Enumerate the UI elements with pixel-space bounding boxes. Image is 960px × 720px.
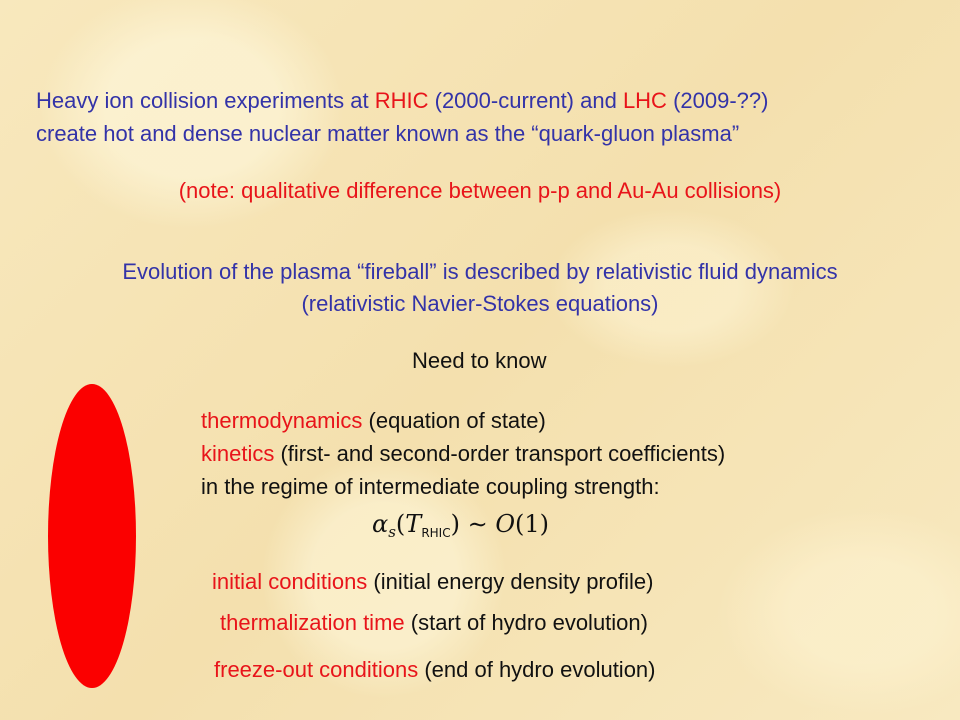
thermalization-time-desc: (start of hydro evolution) bbox=[404, 610, 648, 635]
intro-text-start: Heavy ion collision experiments at bbox=[36, 88, 375, 113]
thermalization-time-line bbox=[220, 610, 648, 636]
note-line: (note: qualitative difference between p-p and Au-Au collisions) bbox=[178, 178, 782, 203]
initial-conditions-term: initial conditions bbox=[212, 569, 368, 594]
formula-close-paren: ) bbox=[450, 510, 460, 538]
intro-line-2: create hot and dense nuclear matter known as the “quark-gluon plasma” bbox=[36, 121, 740, 146]
kinetics-line bbox=[201, 441, 725, 467]
formula-alpha-subscript: s bbox=[388, 523, 396, 541]
evolution-line-1: Evolution of the plasma “fireball” is described by relativistic fluid dynamics bbox=[122, 259, 838, 284]
formula-one: (1) bbox=[515, 510, 550, 538]
thermalization-time-term: thermalization time bbox=[220, 610, 405, 635]
intro-text-end: (2009-??) bbox=[666, 88, 769, 113]
formula-temperature: T bbox=[405, 510, 422, 538]
kinetics-term: kinetics bbox=[201, 441, 275, 466]
formula-alpha: α bbox=[372, 510, 389, 538]
formula-sim: ∼ bbox=[467, 510, 488, 538]
initial-conditions-desc: (initial energy density profile) bbox=[367, 569, 654, 594]
formula-rhic-subscript: RHIC bbox=[421, 526, 451, 540]
evolution-line-2: (relativistic Navier-Stokes equations) bbox=[301, 291, 659, 316]
thermodynamics-line bbox=[201, 408, 546, 434]
formula-big-o: O bbox=[495, 510, 516, 538]
thermodynamics-desc: (equation of state) bbox=[362, 408, 546, 433]
kinetics-desc: (first- and second-order transport coefficients) bbox=[274, 441, 726, 466]
freeze-out-desc: (end of hydro evolution) bbox=[418, 657, 656, 682]
red-ellipse-shape bbox=[48, 384, 136, 688]
need-to-know-heading: Need to know bbox=[412, 348, 547, 373]
regime-line: in the regime of intermediate coupling strength: bbox=[201, 474, 660, 499]
coupling-formula bbox=[372, 510, 549, 541]
formula-open-paren: ( bbox=[395, 510, 406, 538]
freeze-out-line bbox=[214, 657, 656, 683]
initial-conditions-line bbox=[212, 569, 653, 595]
rhic-label: RHIC bbox=[374, 88, 429, 113]
freeze-out-term: freeze-out conditions bbox=[214, 657, 419, 682]
lhc-label: LHC bbox=[622, 88, 667, 113]
thermodynamics-term: thermodynamics bbox=[201, 408, 363, 433]
intro-text-mid: (2000-current) and bbox=[428, 88, 623, 113]
intro-line-1 bbox=[36, 88, 768, 114]
